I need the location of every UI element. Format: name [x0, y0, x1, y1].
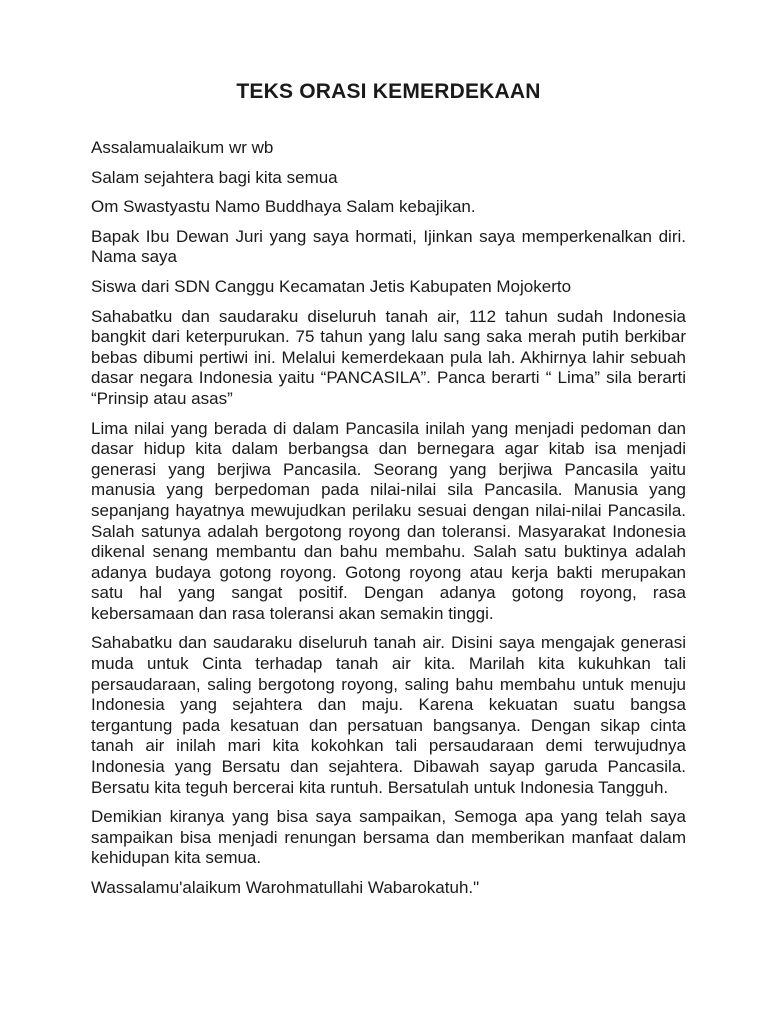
pancasila-values-paragraph: Lima nilai yang berada di dalam Pancasila inilah yang menjadi pedoman dan dasar hidup kita dalam berbangsa dan bernegara agar kitab isa menjadi generasi yang berjiwa Pancasila. Seorang yang berjiwa Pancasila yaitu manusia yang berpedoman pada nilai-nilai sila Pancasila. Manusia yang sepanjang hayatnya mewujudkan perilaku sesuai dengan nilai-nilai Pancasila. Salah satunya adalah bergotong royong dan toleransi. Masyarakat Indonesia dikenal senang membantu dan bahu membahu. Salah satu buktinya adalah adanya budaya gotong royong. Gotong royong atau kerja bakti merupakan satu hal yang sangat positif. Dengan adanya gotong royong, rasa kebersamaan dan rasa toleransi akan semakin tinggi.: [91, 418, 686, 623]
closing-paragraph: Demikian kiranya yang bisa saya sampaikan, Semoga apa yang telah saya sampaikan bisa menjadi renungan bersama dan memberikan manfaat dalam kehidupan kita semua.: [91, 807, 686, 868]
school-paragraph: Siswa dari SDN Canggu Kecamatan Jetis Kabupaten Mojokerto: [91, 276, 572, 296]
farewell-paragraph: Wassalamu'alaikum Warohmatullahi Wabarokatuh.": [91, 878, 480, 897]
introduction-paragraph: Bapak Ibu Dewan Juri yang saya hormati, Ijinkan saya memperkenalkan diri. Nama saya: [91, 226, 686, 267]
unity-appeal-paragraph: Sahabatku dan saudaraku diseluruh tanah air. Disini saya mengajak generasi muda untuk Cinta terhadap tanah air kita. Marilah kita kukuhkan tali persaudaraan, saling bergotong royong, saling bahu membahu untuk menuju Indonesia yang sejahtera dan maju. Karena kekuatan suatu bangsa tergantung pada kesatuan dan persatuan bangsanya. Dengan sikap cinta tanah air inilah mari kita kokohkan tali persaudaraan demi terwujudnya Indonesia yang Bersatu dan sejahtera. Dibawah sayap garuda Pancasila. Bersatu kita teguh bercerai kita runtuh. Bersatulah untuk Indonesia Tangguh.: [91, 633, 686, 797]
greeting-paragraph: Assalamualaikum wr wb: [91, 138, 274, 157]
document-title: TEKS ORASI KEMERDEKAAN: [236, 80, 541, 103]
interfaith-greeting-paragraph: Om Swastyastu Namo Buddhaya Salam kebajikan.: [91, 197, 476, 217]
salutation-paragraph: Salam sejahtera bagi kita semua: [91, 167, 338, 187]
history-paragraph: Sahabatku dan saudaraku diseluruh tanah air, 112 tahun sudah Indonesia bangkit dari keterpurukan. 75 tahun yang lalu sang saka merah putih berkibar bebas dibumi pertiwi ini. Melalui kemerdekaan pula lah. Akhirnya lahir sebuah dasar negara Indonesia yaitu “PANCASILA”. Panca berarti “ Lima” sila berarti “Prinsip atau asas”: [91, 306, 686, 408]
